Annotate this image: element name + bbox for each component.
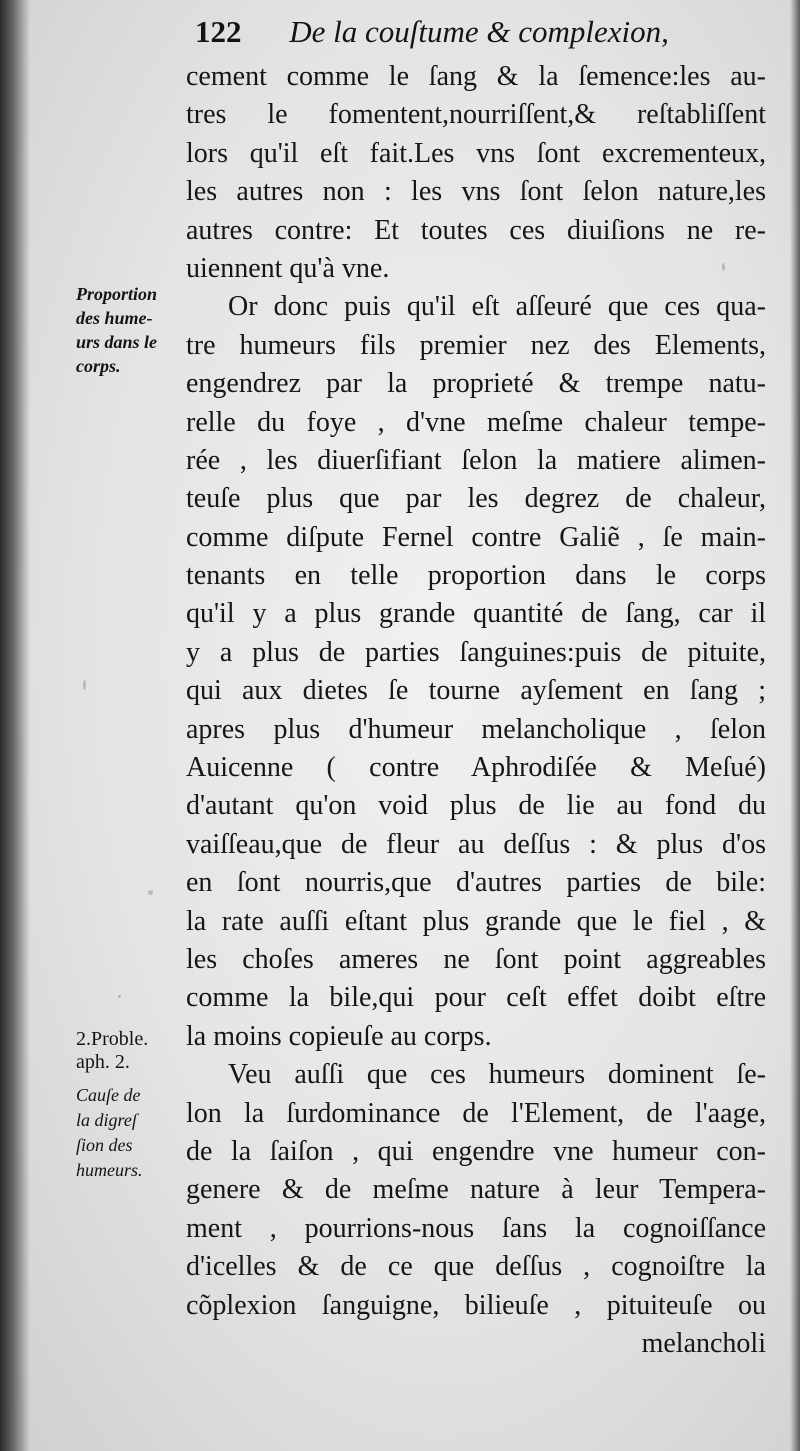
text-line: d'autant qu'on void plus de lie au fond du	[186, 790, 766, 822]
text-line: cõplexion ſanguigne, bilieuſe , pituiteuſe ou	[186, 1289, 766, 1321]
text-line: en ſont nourris,que d'autres parties de bile:	[186, 867, 766, 899]
text-line: d'icelles & de ce que deſſus , cognoiſtre la	[186, 1251, 766, 1283]
paper-speck	[83, 680, 86, 690]
text-line: les choſes ameres ne ſont point aggreables	[186, 943, 766, 975]
text-line: tres le fomentent,nourriſſent,& reſtabliſſent	[186, 99, 766, 131]
text-line: relle du foye , d'vne meſme chaleur tempe-	[186, 406, 766, 438]
text-line: ment , pourrions-nous ſans la cognoiſſance	[186, 1212, 766, 1244]
text-line: de la ſaiſon , qui engendre vne humeur con-	[186, 1135, 766, 1167]
text-line: comme diſpute Fernel contre Galiẽ , ſe main-	[186, 521, 766, 553]
catchword: melancholi	[641, 1327, 766, 1359]
margin-note-line: la digreſ	[76, 1110, 137, 1130]
margin-note-cause	[76, 1083, 143, 1183]
margin-note-probleme	[76, 1028, 148, 1074]
text-line: Veu auſſi que ces humeurs dominent ſe-	[228, 1059, 766, 1091]
text-line: comme la bile,qui pour ceſt effet doibt eſtre	[186, 982, 766, 1014]
margin-note-line: ſion des	[76, 1135, 133, 1155]
body-text	[186, 58, 766, 1363]
text-line: Or donc puis qu'il eſt aſſeuré que ces qua-	[228, 291, 766, 323]
text-line: qui aux dietes ſe tourne ayſement en ſang ;	[186, 675, 766, 707]
margin-note-line: corps.	[76, 356, 121, 376]
margin-note-line: 2.Proble.	[76, 1028, 149, 1050]
text-line: la moins copieuſe au corps.	[186, 1020, 492, 1052]
paper-speck	[118, 995, 121, 998]
text-line: vaiſſeau,que de fleur au deſſus : & plus d'os	[186, 828, 766, 860]
text-line: engendrez par la proprieté & trempe natu-	[186, 368, 766, 400]
text-line: Auicenne ( contre Aphrodiſée & Meſué)	[186, 752, 766, 784]
text-line: uiennent qu'à vne.	[186, 252, 390, 284]
margin-note-line: urs dans le	[76, 332, 158, 352]
text-line: y a plus de parties ſanguines:puis de pituite,	[186, 636, 766, 668]
text-line: les autres non : les vns ſont ſelon nature,les	[186, 176, 766, 208]
text-line: rée , les diuerſifiant ſelon la matiere alimen-	[186, 444, 766, 476]
page-number: 122	[195, 14, 242, 49]
running-title: De la couſtume & complexion,	[289, 14, 669, 49]
text-line: lors qu'il eſt fait.Les vns ſont excrementeux,	[186, 137, 766, 169]
text-line: tenants en telle proportion dans le corps	[186, 560, 766, 592]
text-line: apres plus d'humeur melancholique , ſelon	[186, 713, 766, 745]
paper-speck	[722, 263, 725, 271]
text-line: qu'il y a plus grande quantité de ſang, car il	[186, 598, 766, 630]
margin-note-proportion	[76, 282, 157, 378]
running-header	[195, 14, 669, 50]
text-line: genere & de meſme nature à leur Tempera-	[186, 1174, 766, 1206]
text-line: teuſe plus que par les degrez de chaleur,	[186, 483, 766, 515]
margin-note-line: des hume-	[76, 308, 153, 328]
text-line: cement comme le ſang & la ſemence:les au-	[186, 61, 766, 92]
margin-note-line: Proportion	[76, 284, 158, 304]
text-line: autres contre: Et toutes ces diuiſions ne re-	[186, 214, 766, 246]
margin-note-line: aph. 2.	[76, 1051, 130, 1073]
text-line: lon la ſurdominance de l'Element, de l'aage,	[186, 1097, 766, 1129]
paper-speck	[148, 890, 153, 895]
text-line: tre humeurs fils premier nez des Elements,	[186, 329, 766, 361]
text-line: la rate auſſi eſtant plus grande que le fiel , &	[186, 905, 766, 937]
margin-note-line: humeurs.	[76, 1160, 143, 1180]
margin-note-line: Cauſe de	[76, 1085, 141, 1105]
